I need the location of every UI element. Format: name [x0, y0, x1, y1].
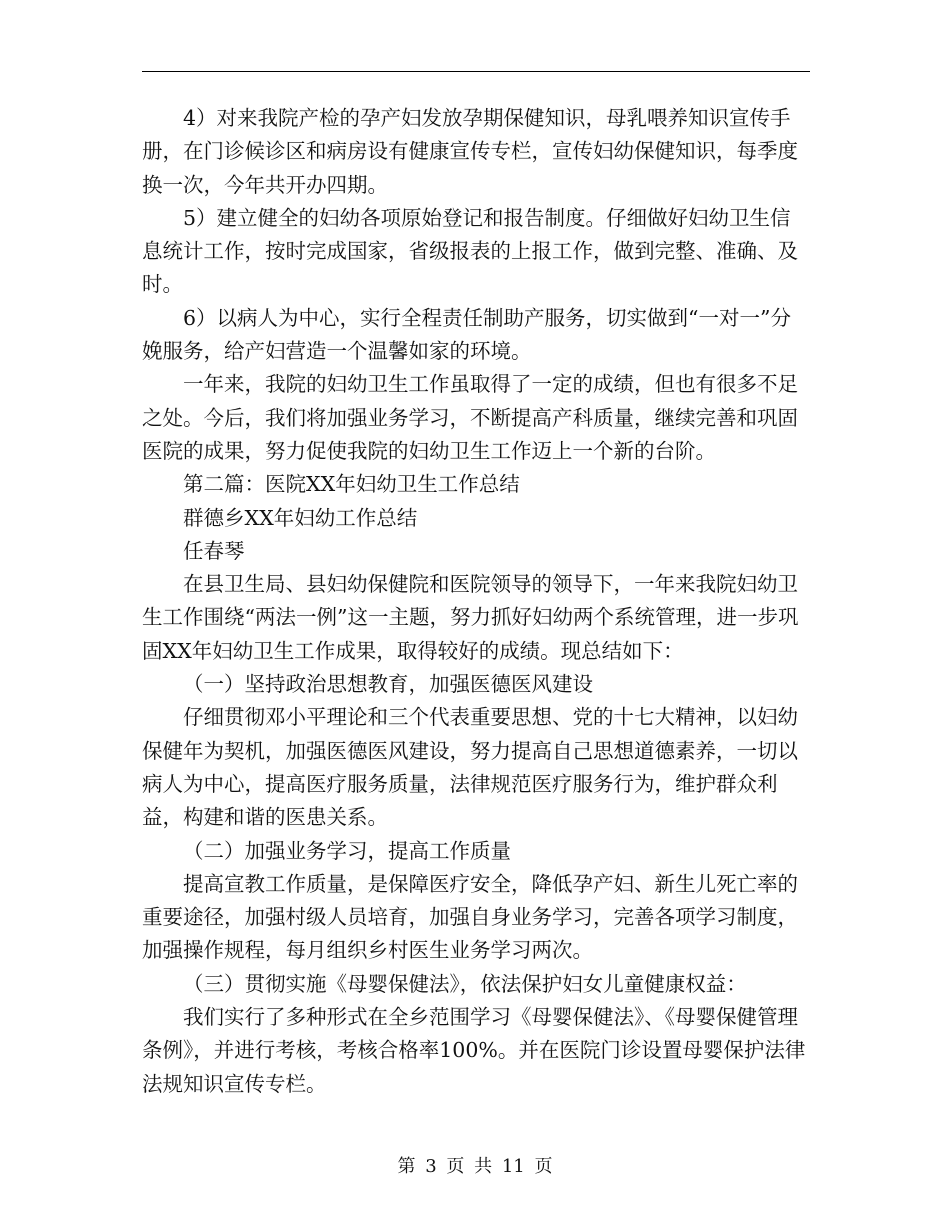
- paragraph-body-2: 提高宣教工作质量，是保障医疗安全，降低孕产妇、新生儿死亡率的重要途径，加强村级人员培育，加强自身业务学习，完善各项学习制度，加强操作规程，每月组织乡村医生业务学习两次。: [142, 871, 798, 963]
- author-name: 任春琴: [183, 538, 245, 563]
- subheading-2: （二）加强业务学习，提高工作质量: [183, 838, 511, 863]
- document-body: [142, 102, 810, 1101]
- paragraph-item-6: 6）以病人为中心，实行全程责任制助产服务，切实做到“一对一”分娩服务，给产妇营造一个温馨如家的环境。: [142, 305, 792, 364]
- paragraph-item-4: 4）对来我院产检的孕产妇发放孕期保健知识，母乳喂养知识宣传手册，在门诊候诊区和病房设有健康宣传专栏，宣传妇幼保健知识，每季度换一次，今年共开办四期。: [142, 106, 798, 197]
- paragraph-intro: 在县卫生局、县妇幼保健院和医院领导的领导下，一年来我院妇幼卫生工作围绕“两法一例”这一主题，努力抓好妇幼两个系统管理，进一步巩固XX年妇幼卫生工作成果，取得较好的成绩。现总结如下：: [142, 572, 799, 663]
- paragraph-item-5: 5）建立健全的妇幼各项原始登记和报告制度。仔细做好妇幼卫生信息统计工作，按时完成国家，省级报表的上报工作，做到完整、准确、及时。: [142, 205, 798, 297]
- paragraph-body-1: 仔细贯彻邓小平理论和三个代表重要思想、党的十七大精神，以妇幼保健年为契机，加强医德医风建设，努力提高自己思想道德素养，一切以病人为中心，提高医疗服务质量，法律规范医疗服务行为，维护群众利益，构建和谐的医患关系。: [142, 705, 798, 830]
- header-rule: [142, 71, 810, 72]
- paragraph-summary: 一年来，我院的妇幼卫生工作虽取得了一定的成绩，但也有很多不足之处。今后，我们将加强业务学习，不断提高产科质量，继续完善和巩固医院的成果，努力促使我院的妇幼卫生工作迈上一个新的台阶。: [142, 372, 798, 463]
- section-title: 第二篇：医院XX年妇幼卫生工作总结: [183, 472, 520, 497]
- report-title: 群德乡XX年妇幼工作总结: [183, 505, 418, 530]
- paragraph-body-3: 我们实行了多种形式在全乡范围学习《母婴保健法》、《母婴保健管理条例》，并进行考核，考核合格率100%。并在医院门诊设置母婴保护法律法规知识宣传专栏。: [142, 1005, 806, 1096]
- page-footer: 第 3 页 共 11 页: [397, 1156, 553, 1177]
- subheading-3: （三）贯彻实施《母婴保健法》，依法保护妇女儿童健康权益：: [183, 971, 747, 996]
- subheading-1: （一）坚持政治思想教育，加强医德医风建设: [183, 672, 593, 697]
